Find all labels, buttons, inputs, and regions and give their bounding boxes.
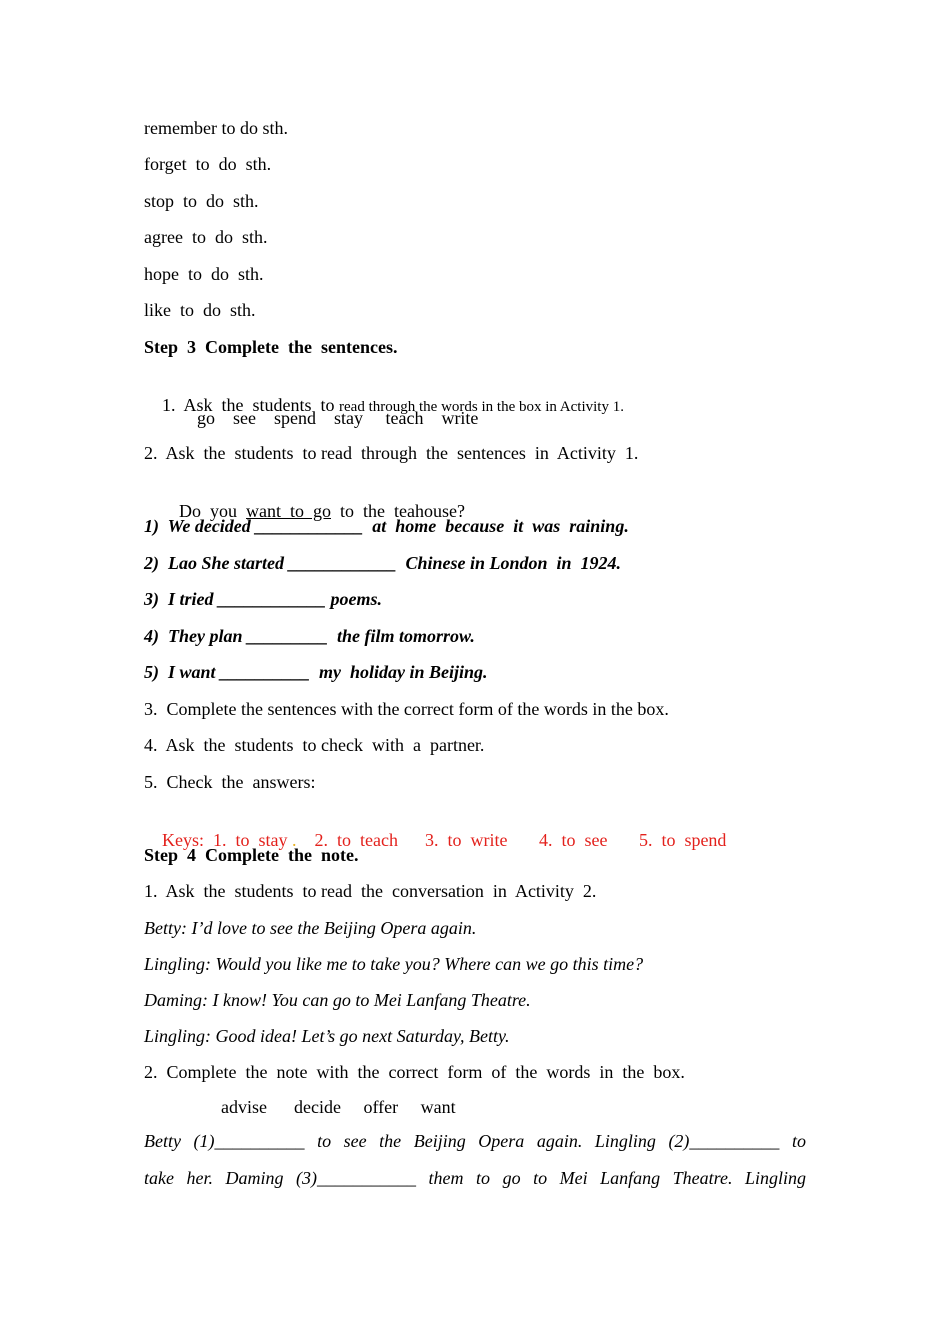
dialogue-line: Lingling: Good idea! Let’s go next Saturday, Betty. xyxy=(144,1026,510,1046)
verb-pattern-line: agree to do sth. xyxy=(144,227,268,247)
verb-pattern-line: stop to do sth. xyxy=(144,191,259,211)
step3-item3: 3. Complete the sentences with the correct form of the words in the box. xyxy=(144,699,669,719)
keys-rest: 2. to teach 3. to write 4. to see 5. to spend xyxy=(296,830,727,850)
example-answer: want to go xyxy=(246,501,331,521)
note-line: take her. Daming (3)___________ them to go to Mei Lanfang Theatre. Lingling xyxy=(144,1168,806,1188)
exercise-sentence: 3) I tried ____________ poems. xyxy=(144,589,382,609)
exercise-sentence: 5) I want __________ my holiday in Beijing. xyxy=(144,662,488,682)
keys-prefix: Keys: 1. to stay xyxy=(162,830,292,850)
verb-pattern-line: remember to do sth. xyxy=(144,118,288,138)
example-suffix: to the teahouse? xyxy=(331,501,465,521)
dialogue-line: Daming: I know! You can go to Mei Lanfang Theatre. xyxy=(144,990,531,1010)
step3-heading: Step 3 Complete the sentences. xyxy=(144,337,398,357)
step3-item1-prefix: 1. Ask the students to xyxy=(162,395,340,415)
step3-item5: 5. Check the answers: xyxy=(144,772,316,792)
verb-pattern-line: hope to do sth. xyxy=(144,264,264,284)
exercise-sentence: 2) Lao She started ____________ Chinese in London in 1924. xyxy=(144,553,622,573)
verb-pattern-line: like to do sth. xyxy=(144,300,256,320)
note-line: Betty (1)__________ to see the Beijing Opera again. Lingling (2)__________ to xyxy=(144,1131,806,1151)
example-prefix: Do you xyxy=(179,501,246,521)
step3-item1 xyxy=(144,372,624,440)
step4-word-box: advise decide offer want xyxy=(221,1097,456,1117)
step4-heading: Step 4 Complete the note. xyxy=(144,845,359,865)
exercise-sentence: 4) They plan _________ the film tomorrow. xyxy=(144,626,475,646)
step3-item1-rest: read through the words in the box in Activity 1. xyxy=(339,399,624,415)
step3-word-box: go see spend stay teach write xyxy=(197,408,479,428)
keys-dot: . xyxy=(292,830,297,850)
step4-item2: 2. Complete the note with the correct form of the words in the box. xyxy=(144,1062,685,1082)
verb-pattern-line: forget to do sth. xyxy=(144,154,272,174)
step3-item2: 2. Ask the students to read through the sentences in Activity 1. xyxy=(144,443,639,463)
dialogue-line: Lingling: Would you like me to take you? Where can we go this time? xyxy=(144,954,644,974)
step4-item1: 1. Ask the students to read the conversation in Activity 2. xyxy=(144,881,597,901)
exercise-sentence: 1) We decided ____________ at home because it was raining. xyxy=(144,516,629,536)
step3-item4: 4. Ask the students to check with a partner. xyxy=(144,735,485,755)
dialogue-line: Betty: I’d love to see the Beijing Opera again. xyxy=(144,918,477,938)
